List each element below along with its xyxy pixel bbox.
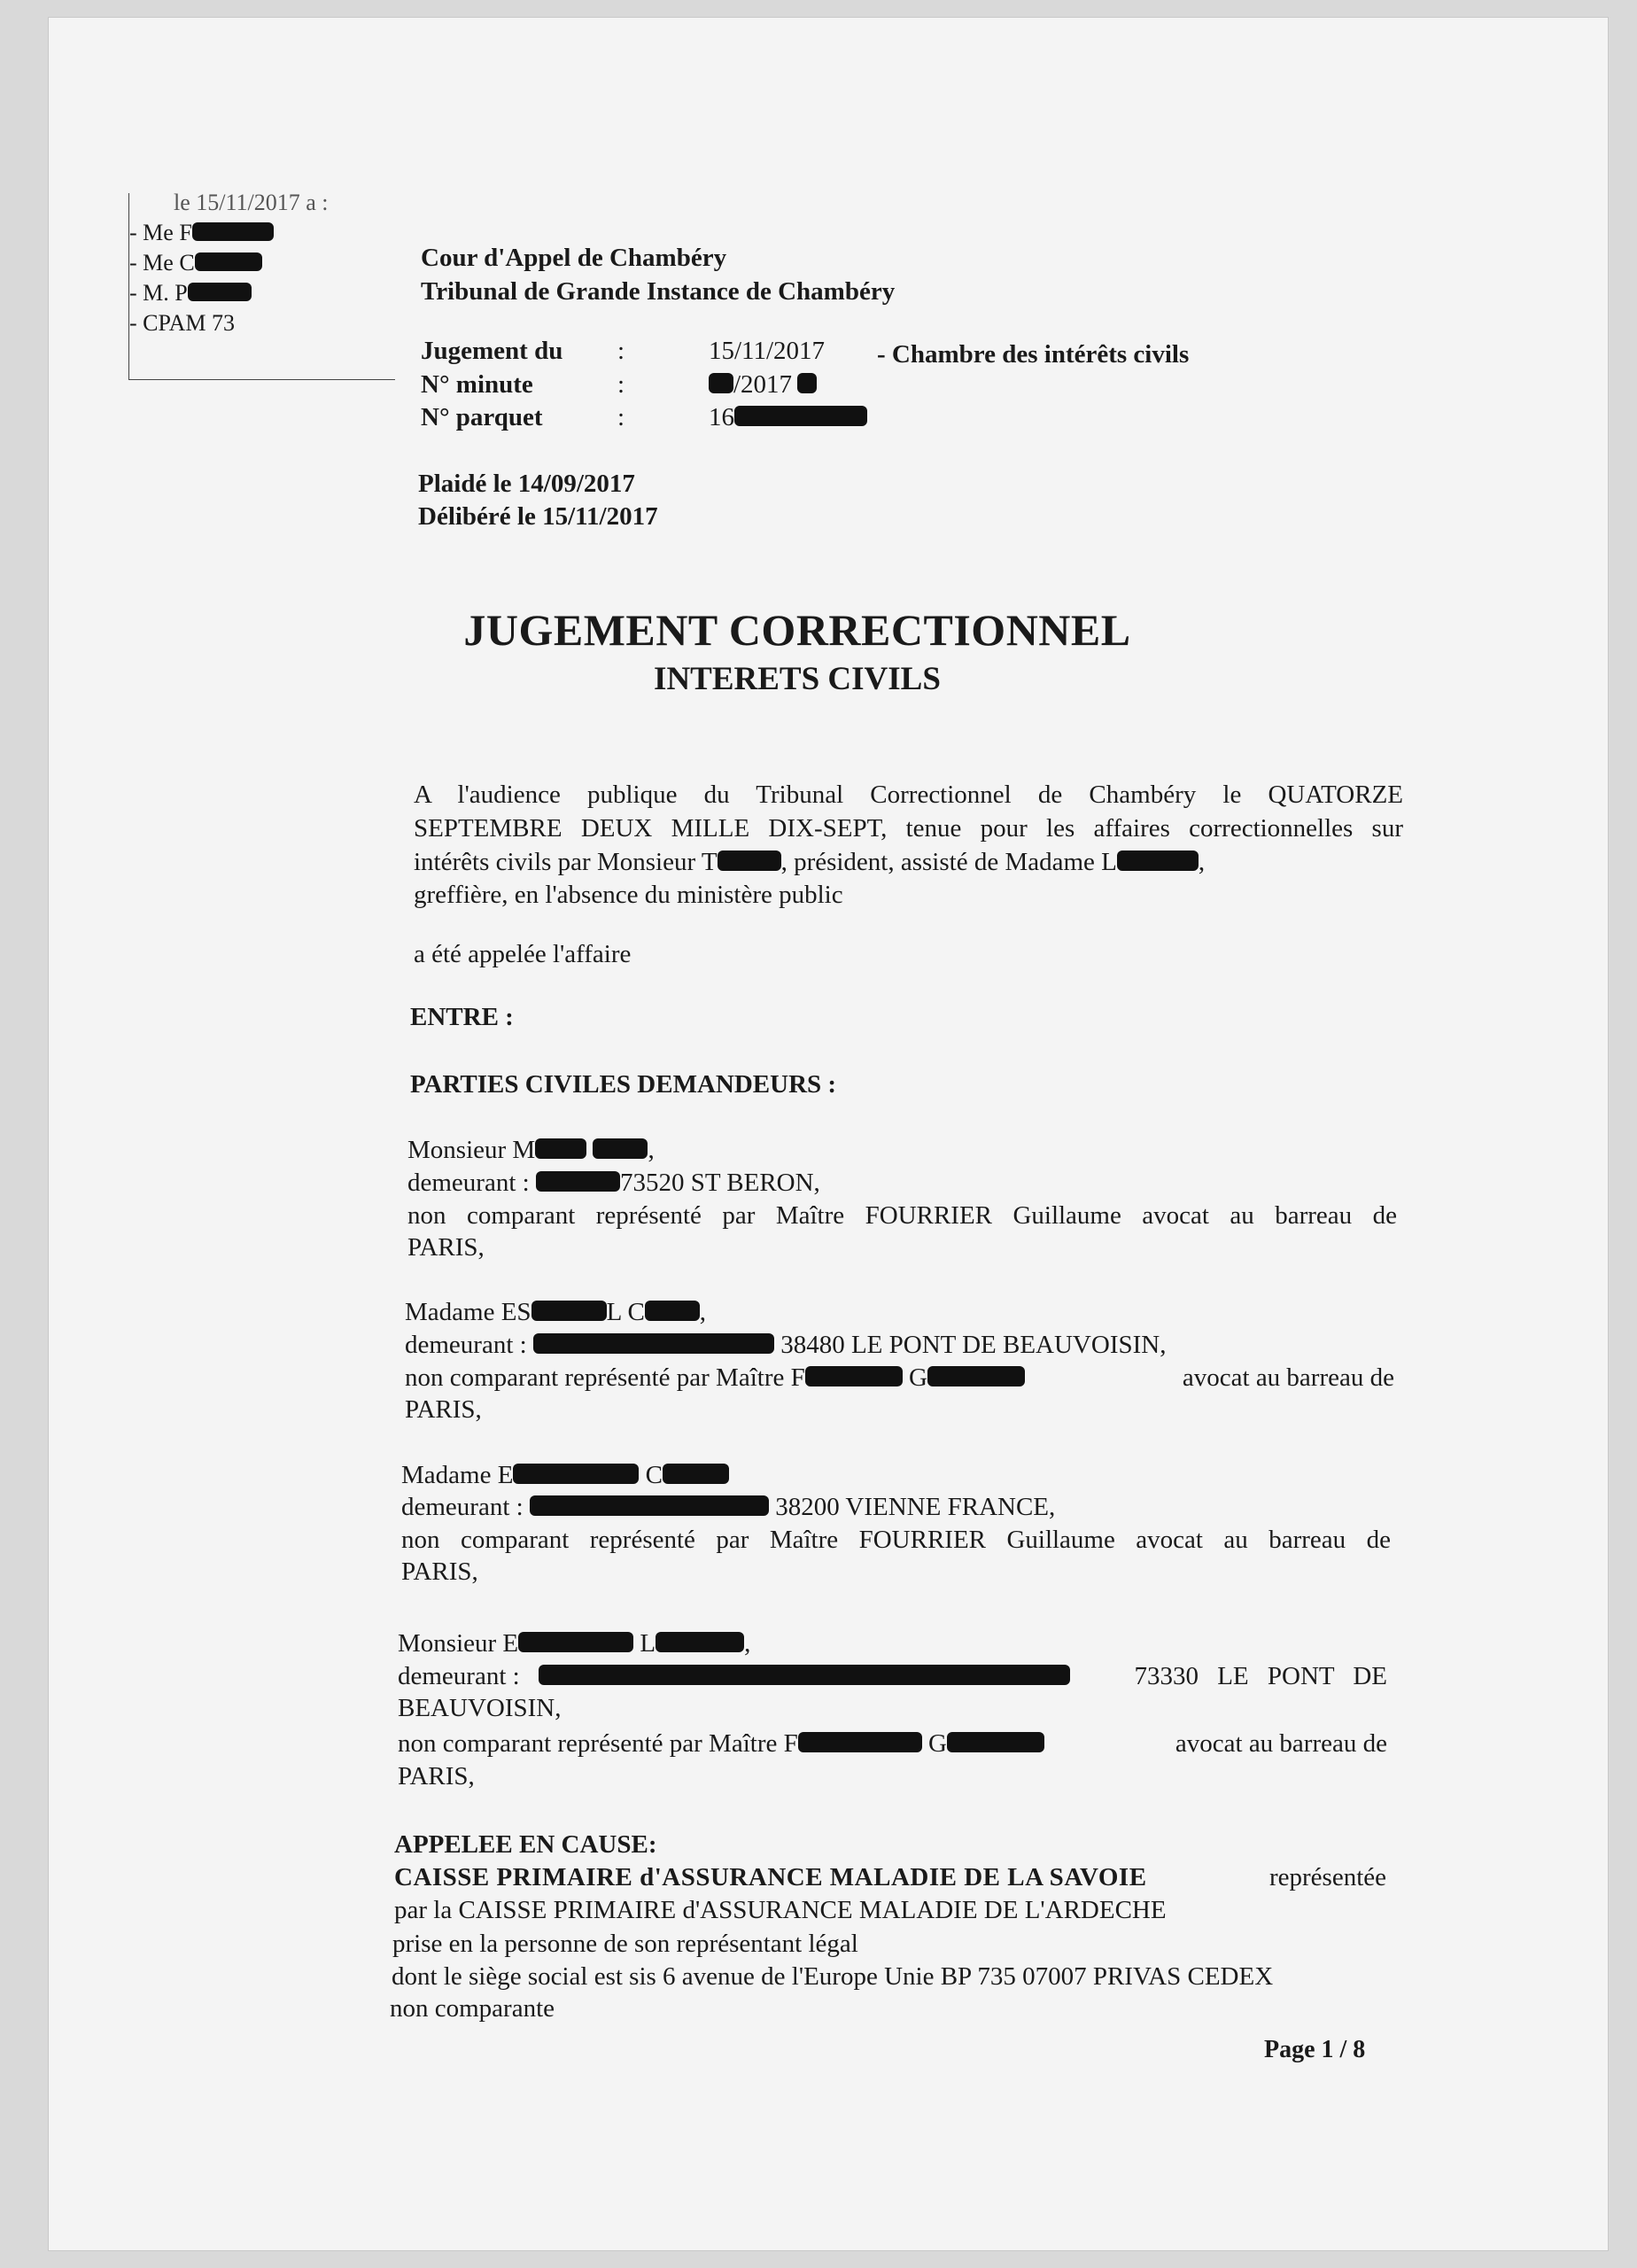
appelee-line-1: CAISSE PRIMAIRE d'ASSURANCE MALADIE DE LA SAVOIE représentée [394, 1863, 1386, 1891]
intro-line-3-start: intérêts civils par Monsieur T , président, assisté de Madame L , [414, 848, 1206, 876]
document-title: JUGEMENT CORRECTIONNEL [463, 605, 1131, 655]
party-3-address: demeurant : 38200 VIENNE FRANCE, [401, 1493, 1056, 1521]
party-1-address: demeurant : 73520 ST BERON, [407, 1169, 820, 1197]
appelee-line-2: par la CAISSE PRIMAIRE d'ASSURANCE MALADIE DE L'ARDECHE [394, 1896, 1167, 1924]
appel-line: a été appelée l'affaire [414, 940, 632, 968]
party-4-name: Monsieur E L , [398, 1629, 751, 1658]
intro-line-4: greffière, en l'absence du ministère public [414, 881, 843, 909]
redaction [539, 1665, 1070, 1685]
party-2-representation: non comparant représenté par Maître F G avocat au barreau de [405, 1361, 1394, 1394]
colon: : [617, 403, 625, 431]
parties-heading: PARTIES CIVILES DEMANDEURS : [410, 1070, 837, 1099]
appelee-line-4: dont le siège social est sis 6 avenue de l'Europe Unie BP 735 07007 PRIVAS CEDEX [392, 1962, 1274, 1991]
party-3-name: Madame E C [401, 1458, 729, 1492]
party-4-representation-start: non comparant représenté par Maître F G [398, 1727, 1044, 1760]
entre-heading: ENTRE : [410, 1003, 514, 1031]
redaction [734, 406, 867, 426]
redaction [1117, 850, 1199, 871]
redaction [663, 1464, 729, 1484]
party-4-address: demeurant : 73330 LE PONT DE [398, 1659, 1387, 1693]
page-number: Page 1 / 8 [1264, 2036, 1366, 2063]
party-4-address-start: demeurant : [398, 1659, 1070, 1693]
notify-row-1: - Me F [129, 218, 274, 248]
redaction [195, 252, 262, 270]
notify-row-4: - CPAM 73 [129, 310, 235, 336]
party-2-address: demeurant : 38480 LE PONT DE BEAUVOISIN, [405, 1331, 1167, 1359]
redaction [593, 1138, 648, 1159]
minute-value: /2017 [709, 370, 817, 400]
parquet-value: 16 [709, 403, 867, 432]
party-2-barreau: PARIS, [405, 1395, 482, 1424]
redaction [927, 1366, 1025, 1386]
redaction [797, 373, 817, 393]
parquet-label: N° parquet [421, 403, 543, 431]
redaction [192, 222, 274, 240]
notify-row-3: - M. P [129, 278, 252, 308]
appelee-line-5: non comparante [390, 1994, 555, 2023]
chambre-label: - Chambre des intérêts civils [877, 340, 1190, 369]
redaction [718, 850, 781, 871]
notification-box [128, 190, 395, 380]
redaction [536, 1171, 620, 1192]
party-1-barreau: PARIS, [407, 1233, 485, 1262]
plaide-date: Plaidé le 14/09/2017 [418, 470, 635, 498]
colon: : [617, 337, 625, 365]
intro-line-1: A l'audience publique du Tribunal Correctionnel de Chambéry le QUATORZE [414, 781, 1403, 809]
redaction [645, 1301, 700, 1321]
minute-label: N° minute [421, 370, 533, 399]
redaction [805, 1366, 903, 1386]
party-2-representation-start: non comparant représenté par Maître F G [405, 1361, 1025, 1394]
redaction [709, 373, 733, 393]
intro-line-3 [414, 845, 1403, 879]
redaction [798, 1732, 922, 1752]
appelee-heading: APPELEE EN CAUSE: [394, 1830, 657, 1859]
party-4-address-line-2: BEAUVOISIN, [398, 1694, 562, 1722]
party-4-representation: non comparant représenté par Maître F G avocat au barreau de [398, 1727, 1387, 1760]
party-2-name: Madame ES L C , [405, 1298, 707, 1326]
notify-header: le 15/11/2017 a : [174, 190, 329, 215]
party-3-representation: non comparant représenté par Maître FOURRIER Guillaume avocat au barreau de [401, 1526, 1391, 1554]
redaction [513, 1464, 639, 1484]
redaction [518, 1632, 633, 1652]
notify-row-2: - Me C [129, 248, 262, 278]
party-3-barreau: PARIS, [401, 1557, 478, 1586]
delibere-date: Délibéré le 15/11/2017 [418, 502, 658, 531]
party-1-name: Monsieur M , [407, 1136, 655, 1164]
redaction [531, 1301, 607, 1321]
redaction [656, 1632, 744, 1652]
redaction [188, 283, 252, 300]
court-name: Cour d'Appel de Chambéry [421, 244, 727, 272]
redaction [533, 1333, 774, 1354]
party-1-representation: non comparant représenté par Maître FOURRIER Guillaume avocat au barreau de [407, 1201, 1397, 1230]
party-4-barreau: PARIS, [398, 1762, 475, 1790]
redaction [530, 1495, 769, 1516]
colon: : [617, 370, 625, 399]
intro-line-2: SEPTEMBRE DEUX MILLE DIX-SEPT, tenue pour les affaires correctionnelles sur [414, 814, 1403, 843]
redaction [535, 1138, 586, 1159]
tribunal-name: Tribunal de Grande Instance de Chambéry [421, 277, 896, 306]
redaction [947, 1732, 1044, 1752]
appelee-line-3: prise en la personne de son représentant légal [392, 1930, 858, 1958]
document-subtitle: INTERETS CIVILS [654, 661, 941, 697]
jugement-date: 15/11/2017 [709, 337, 826, 365]
jugement-label: Jugement du [421, 337, 563, 365]
